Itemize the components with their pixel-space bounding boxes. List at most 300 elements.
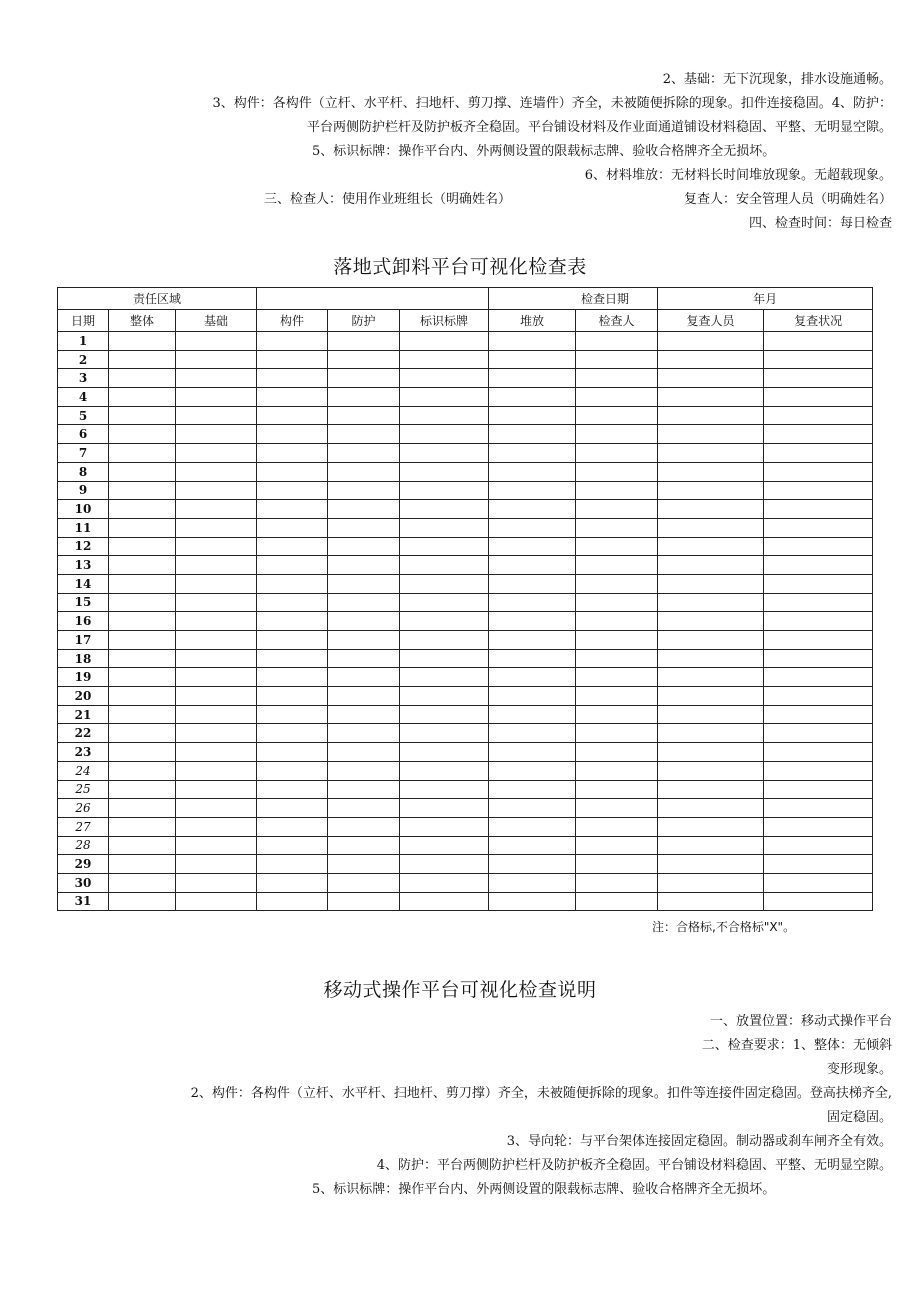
inspector-cell[interactable] [576,388,658,407]
components-cell[interactable] [257,780,328,799]
signage-cell[interactable] [400,332,489,351]
protection-cell[interactable] [328,406,400,425]
stacking-cell[interactable] [489,612,576,631]
components-cell[interactable] [257,462,328,481]
signage-cell[interactable] [400,724,489,743]
review-status-cell[interactable] [764,425,873,444]
stacking-cell[interactable] [489,649,576,668]
signage-cell[interactable] [400,780,489,799]
reviewer-cell[interactable] [658,332,764,351]
stacking-cell[interactable] [489,350,576,369]
protection-cell[interactable] [328,780,400,799]
stacking-cell[interactable] [489,406,576,425]
components-cell[interactable] [257,500,328,519]
reviewer-cell[interactable] [658,817,764,836]
protection-cell[interactable] [328,462,400,481]
protection-cell[interactable] [328,369,400,388]
components-cell[interactable] [257,668,328,687]
stacking-cell[interactable] [489,855,576,874]
stacking-cell[interactable] [489,724,576,743]
foundation-cell[interactable] [176,500,257,519]
foundation-cell[interactable] [176,444,257,463]
foundation-cell[interactable] [176,481,257,500]
reviewer-cell[interactable] [658,425,764,444]
signage-cell[interactable] [400,462,489,481]
signage-cell[interactable] [400,574,489,593]
reviewer-cell[interactable] [658,556,764,575]
stacking-cell[interactable] [489,556,576,575]
signage-cell[interactable] [400,350,489,369]
reviewer-cell[interactable] [658,761,764,780]
foundation-cell[interactable] [176,518,257,537]
inspector-cell[interactable] [576,556,658,575]
protection-cell[interactable] [328,668,400,687]
table-row [58,631,873,650]
inspector-cell[interactable] [576,444,658,463]
stacking-cell[interactable] [489,481,576,500]
components-cell[interactable] [257,537,328,556]
review-status-cell[interactable] [764,649,873,668]
overall-cell[interactable] [109,668,176,687]
review-status-cell[interactable] [764,687,873,706]
responsibility-area-value[interactable] [257,288,489,310]
foundation-cell[interactable] [176,369,257,388]
components-cell[interactable] [257,369,328,388]
reviewer-cell[interactable] [658,668,764,687]
signage-cell[interactable] [400,817,489,836]
review-status-cell[interactable] [764,500,873,519]
protection-cell[interactable] [328,518,400,537]
components-cell[interactable] [257,593,328,612]
components-cell[interactable] [257,855,328,874]
components-cell[interactable] [257,724,328,743]
protection-cell[interactable] [328,687,400,706]
inspector-cell[interactable] [576,332,658,351]
stacking-cell[interactable] [489,518,576,537]
signage-cell[interactable] [400,481,489,500]
foundation-cell[interactable] [176,724,257,743]
overall-cell[interactable] [109,743,176,762]
overall-cell[interactable] [109,388,176,407]
protection-cell[interactable] [328,855,400,874]
reviewer-cell[interactable] [658,350,764,369]
reviewer-cell[interactable] [658,892,764,911]
stacking-cell[interactable] [489,631,576,650]
reviewer-cell[interactable] [658,873,764,892]
components-cell[interactable] [257,705,328,724]
signage-cell[interactable] [400,537,489,556]
review-status-cell[interactable] [764,817,873,836]
protection-cell[interactable] [328,537,400,556]
signage-cell[interactable] [400,668,489,687]
col-header-inspector: 检查人 [576,310,658,332]
foundation-cell[interactable] [176,631,257,650]
inspector-cell[interactable] [576,873,658,892]
reviewer-cell[interactable] [658,593,764,612]
inspector-cell[interactable] [576,500,658,519]
protection-cell[interactable] [328,481,400,500]
overall-cell[interactable] [109,369,176,388]
inspector-cell[interactable] [576,631,658,650]
inspector-cell[interactable] [576,687,658,706]
review-status-cell[interactable] [764,705,873,724]
components-cell[interactable] [257,631,328,650]
section2-placement-line: 一、放置位置：移动式操作平台 [709,1014,892,1029]
review-status-cell[interactable] [764,892,873,911]
col-header-reviewer: 复查人员 [658,310,764,332]
protection-cell[interactable] [328,836,400,855]
overall-cell[interactable] [109,892,176,911]
foundation-cell[interactable] [176,425,257,444]
reviewer-cell[interactable] [658,537,764,556]
protection-cell[interactable] [328,705,400,724]
inspector-cell[interactable] [576,518,658,537]
inspector-cell[interactable] [576,369,658,388]
components-cell[interactable] [257,388,328,407]
reviewer-cell[interactable] [658,500,764,519]
signage-cell[interactable] [400,518,489,537]
review-status-cell[interactable] [764,574,873,593]
stacking-cell[interactable] [489,780,576,799]
reviewer-cell[interactable] [658,631,764,650]
inspector-cell[interactable] [576,425,658,444]
reviewer-cell[interactable] [658,388,764,407]
signage-cell[interactable] [400,743,489,762]
intro-foundation-line: 2、基础：无下沉现象，排水设施通畅。 [662,72,892,87]
overall-cell[interactable] [109,649,176,668]
protection-cell[interactable] [328,500,400,519]
overall-cell[interactable] [109,836,176,855]
foundation-cell[interactable] [176,668,257,687]
protection-cell[interactable] [328,892,400,911]
foundation-cell[interactable] [176,892,257,911]
inspector-cell[interactable] [576,462,658,481]
inspector-cell[interactable] [576,724,658,743]
components-cell[interactable] [257,556,328,575]
overall-cell[interactable] [109,481,176,500]
components-cell[interactable] [257,481,328,500]
review-status-cell[interactable] [764,556,873,575]
foundation-cell[interactable] [176,761,257,780]
protection-cell[interactable] [328,593,400,612]
overall-cell[interactable] [109,761,176,780]
stacking-cell[interactable] [489,500,576,519]
review-status-cell[interactable] [764,369,873,388]
overall-cell[interactable] [109,631,176,650]
foundation-cell[interactable] [176,836,257,855]
protection-cell[interactable] [328,649,400,668]
overall-cell[interactable] [109,593,176,612]
foundation-cell[interactable] [176,406,257,425]
components-cell[interactable] [257,332,328,351]
reviewer-cell[interactable] [658,481,764,500]
intro-components-line: 3、构件：各构件（立杆、水平杆、扫地杆、剪刀撑、连墙件）齐全，未被随便拆除的现象。扣件连接稳固。4、防护： [212,96,892,111]
inspector-cell[interactable] [576,612,658,631]
signage-cell[interactable] [400,444,489,463]
signage-cell[interactable] [400,406,489,425]
day-number-cell: 22 [58,724,109,743]
overall-cell[interactable] [109,332,176,351]
protection-cell[interactable] [328,724,400,743]
stacking-cell[interactable] [489,799,576,818]
reviewer-cell[interactable] [658,724,764,743]
review-status-cell[interactable] [764,724,873,743]
section2-deformation-line: 变形现象。 [826,1062,892,1077]
components-cell[interactable] [257,817,328,836]
reviewer-cell[interactable] [658,855,764,874]
stacking-cell[interactable] [489,743,576,762]
components-cell[interactable] [257,687,328,706]
inspector-cell[interactable] [576,574,658,593]
stacking-cell[interactable] [489,388,576,407]
inspector-cell[interactable] [576,668,658,687]
signage-cell[interactable] [400,631,489,650]
reviewer-cell[interactable] [658,780,764,799]
review-status-cell[interactable] [764,761,873,780]
overall-cell[interactable] [109,574,176,593]
review-status-cell[interactable] [764,799,873,818]
inspector-cell[interactable] [576,406,658,425]
inspector-cell[interactable] [576,743,658,762]
review-status-cell[interactable] [764,743,873,762]
reviewer-cell[interactable] [658,462,764,481]
review-status-cell[interactable] [764,350,873,369]
signage-cell[interactable] [400,556,489,575]
review-status-cell[interactable] [764,332,873,351]
protection-cell[interactable] [328,444,400,463]
reviewer-cell[interactable] [658,406,764,425]
inspector-cell[interactable] [576,836,658,855]
inspector-cell[interactable] [576,761,658,780]
review-status-cell[interactable] [764,780,873,799]
table-row [58,444,873,463]
review-status-cell[interactable] [764,444,873,463]
inspector-cell[interactable] [576,350,658,369]
protection-cell[interactable] [328,574,400,593]
protection-cell[interactable] [328,556,400,575]
foundation-cell[interactable] [176,537,257,556]
foundation-cell[interactable] [176,687,257,706]
foundation-cell[interactable] [176,462,257,481]
reviewer-cell[interactable] [658,743,764,762]
inspector-cell[interactable] [576,817,658,836]
overall-cell[interactable] [109,500,176,519]
overall-cell[interactable] [109,724,176,743]
review-status-cell[interactable] [764,631,873,650]
foundation-cell[interactable] [176,332,257,351]
foundation-cell[interactable] [176,855,257,874]
table-row [58,406,873,425]
stacking-cell[interactable] [489,668,576,687]
overall-cell[interactable] [109,705,176,724]
protection-cell[interactable] [328,631,400,650]
components-cell[interactable] [257,761,328,780]
reviewer-cell[interactable] [658,518,764,537]
signage-cell[interactable] [400,836,489,855]
protection-cell[interactable] [328,817,400,836]
components-cell[interactable] [257,350,328,369]
review-status-cell[interactable] [764,537,873,556]
signage-cell[interactable] [400,388,489,407]
protection-cell[interactable] [328,612,400,631]
foundation-cell[interactable] [176,612,257,631]
signage-cell[interactable] [400,799,489,818]
foundation-cell[interactable] [176,593,257,612]
table-header-row [58,310,873,332]
review-status-cell[interactable] [764,873,873,892]
components-cell[interactable] [257,518,328,537]
protection-cell[interactable] [328,799,400,818]
inspector-cell[interactable] [576,537,658,556]
protection-cell[interactable] [328,743,400,762]
signage-cell[interactable] [400,761,489,780]
stacking-cell[interactable] [489,574,576,593]
inspector-cell[interactable] [576,481,658,500]
protection-cell[interactable] [328,332,400,351]
stacking-cell[interactable] [489,425,576,444]
overall-cell[interactable] [109,406,176,425]
stacking-cell[interactable] [489,705,576,724]
inspector-cell[interactable] [576,892,658,911]
foundation-cell[interactable] [176,556,257,575]
inspector-cell[interactable] [576,855,658,874]
stacking-cell[interactable] [489,892,576,911]
overall-cell[interactable] [109,687,176,706]
inspector-cell[interactable] [576,649,658,668]
overall-cell[interactable] [109,556,176,575]
foundation-cell[interactable] [176,799,257,818]
stacking-cell[interactable] [489,687,576,706]
review-status-cell[interactable] [764,406,873,425]
stacking-cell[interactable] [489,462,576,481]
components-cell[interactable] [257,892,328,911]
protection-cell[interactable] [328,873,400,892]
review-status-cell[interactable] [764,481,873,500]
signage-cell[interactable] [400,612,489,631]
foundation-cell[interactable] [176,873,257,892]
protection-cell[interactable] [328,350,400,369]
overall-cell[interactable] [109,518,176,537]
signage-cell[interactable] [400,687,489,706]
components-cell[interactable] [257,574,328,593]
review-status-cell[interactable] [764,836,873,855]
overall-cell[interactable] [109,817,176,836]
day-number-cell: 5 [58,406,109,425]
stacking-cell[interactable] [489,761,576,780]
reviewer-cell[interactable] [658,705,764,724]
foundation-cell[interactable] [176,649,257,668]
review-status-cell[interactable] [764,388,873,407]
review-status-cell[interactable] [764,668,873,687]
protection-cell[interactable] [328,425,400,444]
signage-cell[interactable] [400,873,489,892]
day-number-cell: 21 [58,705,109,724]
stacking-cell[interactable] [489,444,576,463]
signage-cell[interactable] [400,649,489,668]
signage-cell[interactable] [400,892,489,911]
review-status-cell[interactable] [764,612,873,631]
components-cell[interactable] [257,444,328,463]
table-row [58,649,873,668]
signage-cell[interactable] [400,855,489,874]
protection-cell[interactable] [328,761,400,780]
foundation-cell[interactable] [176,743,257,762]
stacking-cell[interactable] [489,873,576,892]
stacking-cell[interactable] [489,537,576,556]
reviewer-cell[interactable] [658,444,764,463]
inspector-cell[interactable] [576,799,658,818]
stacking-cell[interactable] [489,836,576,855]
reviewer-cell[interactable] [658,574,764,593]
overall-cell[interactable] [109,612,176,631]
foundation-cell[interactable] [176,780,257,799]
protection-cell[interactable] [328,388,400,407]
day-number-cell: 31 [58,892,109,911]
overall-cell[interactable] [109,444,176,463]
components-cell[interactable] [257,612,328,631]
foundation-cell[interactable] [176,705,257,724]
foundation-cell[interactable] [176,350,257,369]
day-number-cell: 13 [58,556,109,575]
components-cell[interactable] [257,836,328,855]
foundation-cell[interactable] [176,817,257,836]
stacking-cell[interactable] [489,817,576,836]
table-row [58,799,873,818]
foundation-cell[interactable] [176,574,257,593]
reviewer-cell[interactable] [658,687,764,706]
overall-cell[interactable] [109,855,176,874]
overall-cell[interactable] [109,425,176,444]
reviewer-cell[interactable] [658,369,764,388]
stacking-cell[interactable] [489,369,576,388]
reviewer-cell[interactable] [658,799,764,818]
components-cell[interactable] [257,799,328,818]
review-status-cell[interactable] [764,593,873,612]
reviewer-cell[interactable] [658,612,764,631]
review-status-cell[interactable] [764,518,873,537]
foundation-cell[interactable] [176,388,257,407]
components-cell[interactable] [257,743,328,762]
overall-cell[interactable] [109,780,176,799]
overall-cell[interactable] [109,873,176,892]
stacking-cell[interactable] [489,593,576,612]
signage-cell[interactable] [400,593,489,612]
overall-cell[interactable] [109,537,176,556]
inspector-cell[interactable] [576,780,658,799]
overall-cell[interactable] [109,350,176,369]
overall-cell[interactable] [109,462,176,481]
components-cell[interactable] [257,649,328,668]
reviewer-cell[interactable] [658,836,764,855]
components-cell[interactable] [257,406,328,425]
review-status-cell[interactable] [764,855,873,874]
stacking-cell[interactable] [489,332,576,351]
section2-wheels-line: 3、导向轮：与平台架体连接固定稳固。制动器或刹车闸齐全有效。 [506,1134,892,1149]
overall-cell[interactable] [109,799,176,818]
signage-cell[interactable] [400,705,489,724]
inspector-cell[interactable] [576,705,658,724]
signage-cell[interactable] [400,425,489,444]
day-number-cell: 23 [58,743,109,762]
components-cell[interactable] [257,873,328,892]
signage-cell[interactable] [400,500,489,519]
review-status-cell[interactable] [764,462,873,481]
components-cell[interactable] [257,425,328,444]
day-number-cell: 17 [58,631,109,650]
reviewer-cell[interactable] [658,649,764,668]
inspector-cell[interactable] [576,593,658,612]
signage-cell[interactable] [400,369,489,388]
